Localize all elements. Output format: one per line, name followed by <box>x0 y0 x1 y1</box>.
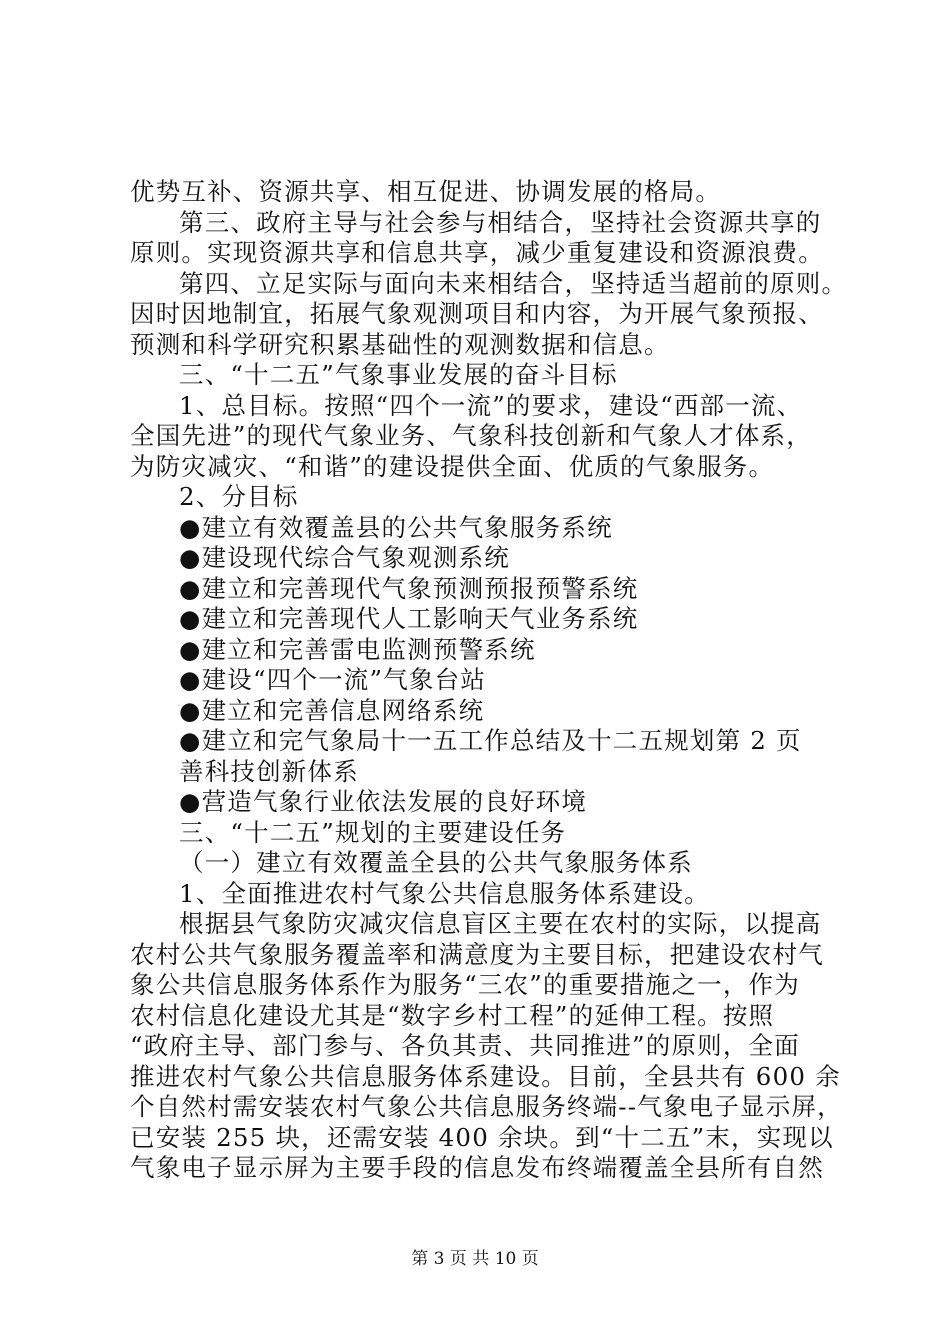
text-line: 第四、立足实际与面向未来相结合，坚持适当超前的原则。 <box>179 268 848 298</box>
text-line: ●建立和完善信息网络系统 <box>179 695 485 725</box>
text-line: 根据县气象防灾减灾信息盲区主要在农村的实际，以提高 <box>179 909 822 938</box>
text-line: （一）建立有效覆盖全县的公共气象服务体系 <box>179 848 693 877</box>
text-line: 优势互补、资源共享、相互促进、协调发展的格局。 <box>130 177 722 206</box>
text-line: ●建立有效覆盖县的公共气象服务系统 <box>179 512 613 542</box>
text-line: 1、全面推进农村气象公共信息服务体系建设。 <box>179 878 710 908</box>
text-line: 为防灾减灾、“和谐”的建设提供全面、优质的气象服务。 <box>130 451 775 481</box>
text-line: ●建立和完善现代人工影响天气业务系统 <box>179 604 639 633</box>
text-line: “政府主导、部门参与、各负其责、共同推进”的原则，全面 <box>130 1031 800 1060</box>
text-line: 农村信息化建设尤其是“数字乡村工程”的延伸工程。按照 <box>130 1000 775 1030</box>
text-line: 农村公共气象服务覆盖率和满意度为主要目标，把建设农村气 <box>130 939 824 969</box>
text-line: 象公共信息服务体系作为服务“三农”的重要措施之一，作为 <box>130 970 800 999</box>
text-line: 已安装 255 块，还需安装 400 余块。到“十二五”末，实现以 <box>130 1122 834 1152</box>
text-line: 三、“十二五”气象事业发展的奋斗目标 <box>179 360 618 389</box>
text-line: ●建立和完善现代气象预测预报预警系统 <box>179 573 639 603</box>
text-line: 善科技创新体系 <box>179 756 359 786</box>
text-line: 2、分目标 <box>179 482 299 511</box>
text-line: ●建设“四个一流”气象台站 <box>179 665 487 694</box>
text-line: 气象电子显示屏为主要手段的信息发布终端覆盖全县所有自然 <box>130 1153 824 1182</box>
text-line: 因时因地制宜，拓展气象观测项目和内容，为开展气象预报、 <box>130 299 824 328</box>
text-line: 1、总目标。按照“四个一流”的要求，建设“西部一流、 <box>179 390 803 420</box>
text-line: 三、“十二五”规划的主要建设任务 <box>179 817 567 847</box>
text-line: 全国先进”的现代气象业务、气象科技创新和气象人才体系， <box>130 421 812 450</box>
text-line: ●建设现代综合气象观测系统 <box>179 543 510 572</box>
text-line: 第三、政府主导与社会参与相结合，坚持社会资源共享的 <box>179 207 822 237</box>
text-line: 推进农村气象公共信息服务体系建设。目前，全县共有 600 余 <box>130 1061 841 1091</box>
document-body <box>130 177 850 1184</box>
text-line: ●建立和完气象局十一五工作总结及十二五规划第 2 页 <box>179 726 802 755</box>
text-line: ●建立和完善雷电监测预警系统 <box>179 634 536 664</box>
text-line: 预测和科学研究积累基础性的观测数据和信息。 <box>130 329 670 359</box>
text-line: 原则。实现资源共享和信息共享，减少重复建设和资源浪费。 <box>130 238 824 267</box>
text-line: ●营造气象行业依法发展的良好环境 <box>179 787 588 816</box>
text-line: 个自然村需安装农村气象公共信息服务终端--气象电子显示屏， <box>130 1092 843 1121</box>
page-footer: 第 3 页 共 10 页 <box>411 1249 539 1269</box>
